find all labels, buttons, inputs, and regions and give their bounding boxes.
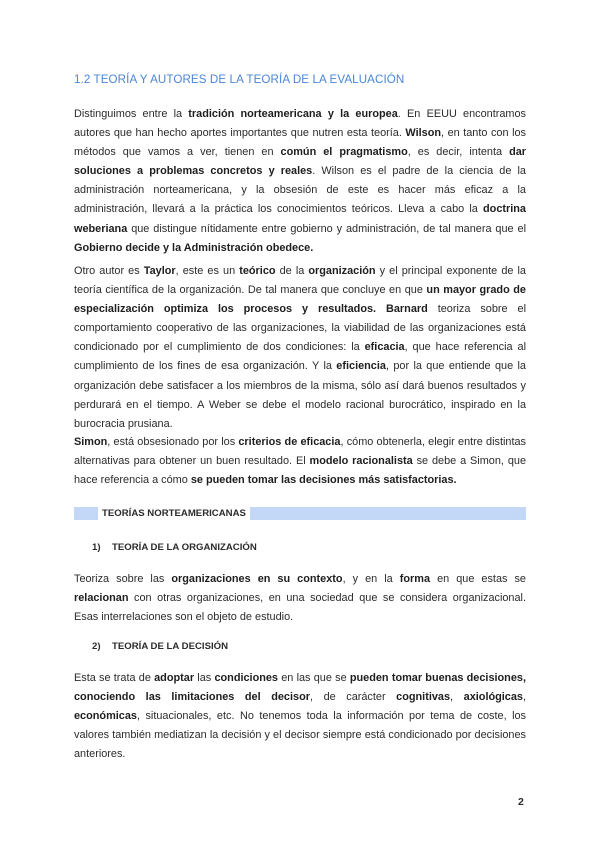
- text-run: , en tanto con los métodos que vamos a ver, tienen en: [74, 127, 526, 159]
- bold-run: forma: [399, 573, 431, 585]
- bold-run: se pueden tomar las decisiones más satisfactorias.: [190, 474, 457, 487]
- subheading-number: 1): [92, 542, 101, 553]
- text-run: . En EEUU encontramos autores que han hecho aportes importantes que nutren esta teoría.: [74, 108, 526, 140]
- text-run: . Wilson es el padre de la ciencia de la administración norteamericana, y la obsesión de este es hacer más eficaz a la administración, llevará a la práctica los conocimientos teóricos. Lleva a cabo la: [74, 165, 526, 216]
- text-run: las: [194, 672, 215, 684]
- bold-run: relacionan: [74, 592, 129, 605]
- bold-run: organización: [308, 265, 376, 277]
- bold-run: Gobierno decide y la Administración obedece.: [74, 241, 314, 254]
- text-run: que distingue nítidamente entre gobierno y administración, de tal manera que el: [127, 222, 526, 235]
- bold-run: modelo racionalista: [309, 455, 413, 468]
- bold-run: eficiencia: [336, 360, 386, 373]
- bold-run: común el pragmatismo: [280, 146, 408, 159]
- subheading-decision: [92, 641, 228, 652]
- band-label: TEORÍAS NORTEAMERICANAS: [98, 507, 250, 520]
- subheading-organizacion: [92, 542, 257, 553]
- text-run: Teoriza sobre las: [74, 573, 172, 585]
- text-run: de la: [275, 265, 309, 277]
- text-run: , este es un: [175, 265, 240, 277]
- text-run: Otro autor es: [74, 265, 144, 277]
- bold-run: teórico: [239, 265, 276, 277]
- bold-run: criterios de eficacia: [238, 436, 341, 448]
- text-run: Esta se trata de: [74, 672, 155, 684]
- paragraph-taylor-barnard: [74, 262, 526, 434]
- paragraph-simon: [74, 433, 526, 490]
- subheading-label: TEORÍA DE LA ORGANIZACIÓN: [112, 542, 257, 553]
- bold-run: condiciones: [214, 672, 278, 684]
- text-run: y el principal exponente de la teoría científica de la organización. De tal manera que concluye en que: [74, 265, 526, 297]
- bold-run: cognitivas: [396, 691, 451, 704]
- bold-run: dar soluciones a problemas concretos y reales: [74, 146, 527, 178]
- bold-run: pueden tomar buenas decisiones, conociendo las limitaciones del decisor: [74, 672, 526, 704]
- text-run: en que estas se: [430, 573, 526, 585]
- text-run: se debe a Simon, que hace referencia a cómo: [74, 455, 527, 487]
- bold-run: Wilson: [405, 127, 442, 140]
- page-number: 2: [518, 796, 524, 808]
- text-run: ,: [450, 691, 464, 704]
- bold-run: doctrina weberiana: [74, 203, 526, 235]
- paragraph-decision: [74, 669, 526, 764]
- text-run: , está obsesionado por los: [107, 436, 239, 448]
- bold-run: Simon: [74, 436, 108, 448]
- text-run: , situacionales, etc. No tenemos toda la información por tema de coste, los valores también mediatizan la decisión y el decisor siempre está condicionado por decisiones anteriores.: [74, 710, 526, 761]
- bold-run: adoptar: [154, 672, 195, 684]
- bold-run: económicas: [74, 710, 137, 723]
- text-run: , y en la: [342, 573, 400, 585]
- text-run: ,: [522, 691, 527, 704]
- text-run: con otras organizaciones, en una sociedad que se considera organizacional. Esas interrelaciones son el objeto de estudio.: [74, 592, 526, 624]
- bold-run: Barnard: [386, 303, 428, 316]
- text-run: , es decir, intenta: [407, 146, 510, 159]
- text-run: , que hace referencia al cumplimiento de los fines de esa organización. Y la: [74, 341, 526, 373]
- bold-run: axiológicas: [463, 691, 523, 704]
- text-run: , por la que entiende que la organización debe satisfacer a los miembros de la misma, sólo así dará buenos resultados y perdurará en el tiempo. A Weber se debe el modelo racional burocrático, inspirado en la burocracia prusiana.: [74, 360, 526, 430]
- text-run: [376, 303, 386, 315]
- paragraph-wilson: [74, 105, 526, 258]
- subheading-label: TEORÍA DE LA DECISIÓN: [112, 641, 229, 652]
- bold-run: organizaciones en su contexto: [171, 573, 343, 585]
- bold-run: un mayor grado de especialización optimiza los procesos y resultados.: [74, 284, 526, 316]
- bold-run: tradición norteamericana y la europea: [188, 108, 398, 120]
- text-run: en las que se: [278, 672, 350, 684]
- text-run: Distinguimos entre la: [74, 108, 189, 120]
- text-run: , de carácter: [309, 691, 397, 704]
- paragraph-organizacion: [74, 570, 526, 627]
- text-run: , cómo obtenerla, elegir entre distintas alternativas para obtener un buen resultado. El: [74, 436, 527, 468]
- section-heading: 1.2 TEORÍA Y AUTORES DE LA TEORÍA DE LA EVALUACIÓN: [74, 73, 405, 86]
- text-run: teoriza sobre el comportamiento cooperativo de las organizaciones, la viabilidad de las organizaciones está condicionado por el cumplimiento de dos condiciones: la: [74, 303, 526, 354]
- bold-run: Taylor: [143, 265, 176, 277]
- bold-run: eficacia: [364, 341, 405, 354]
- subheading-number: 2): [92, 641, 101, 652]
